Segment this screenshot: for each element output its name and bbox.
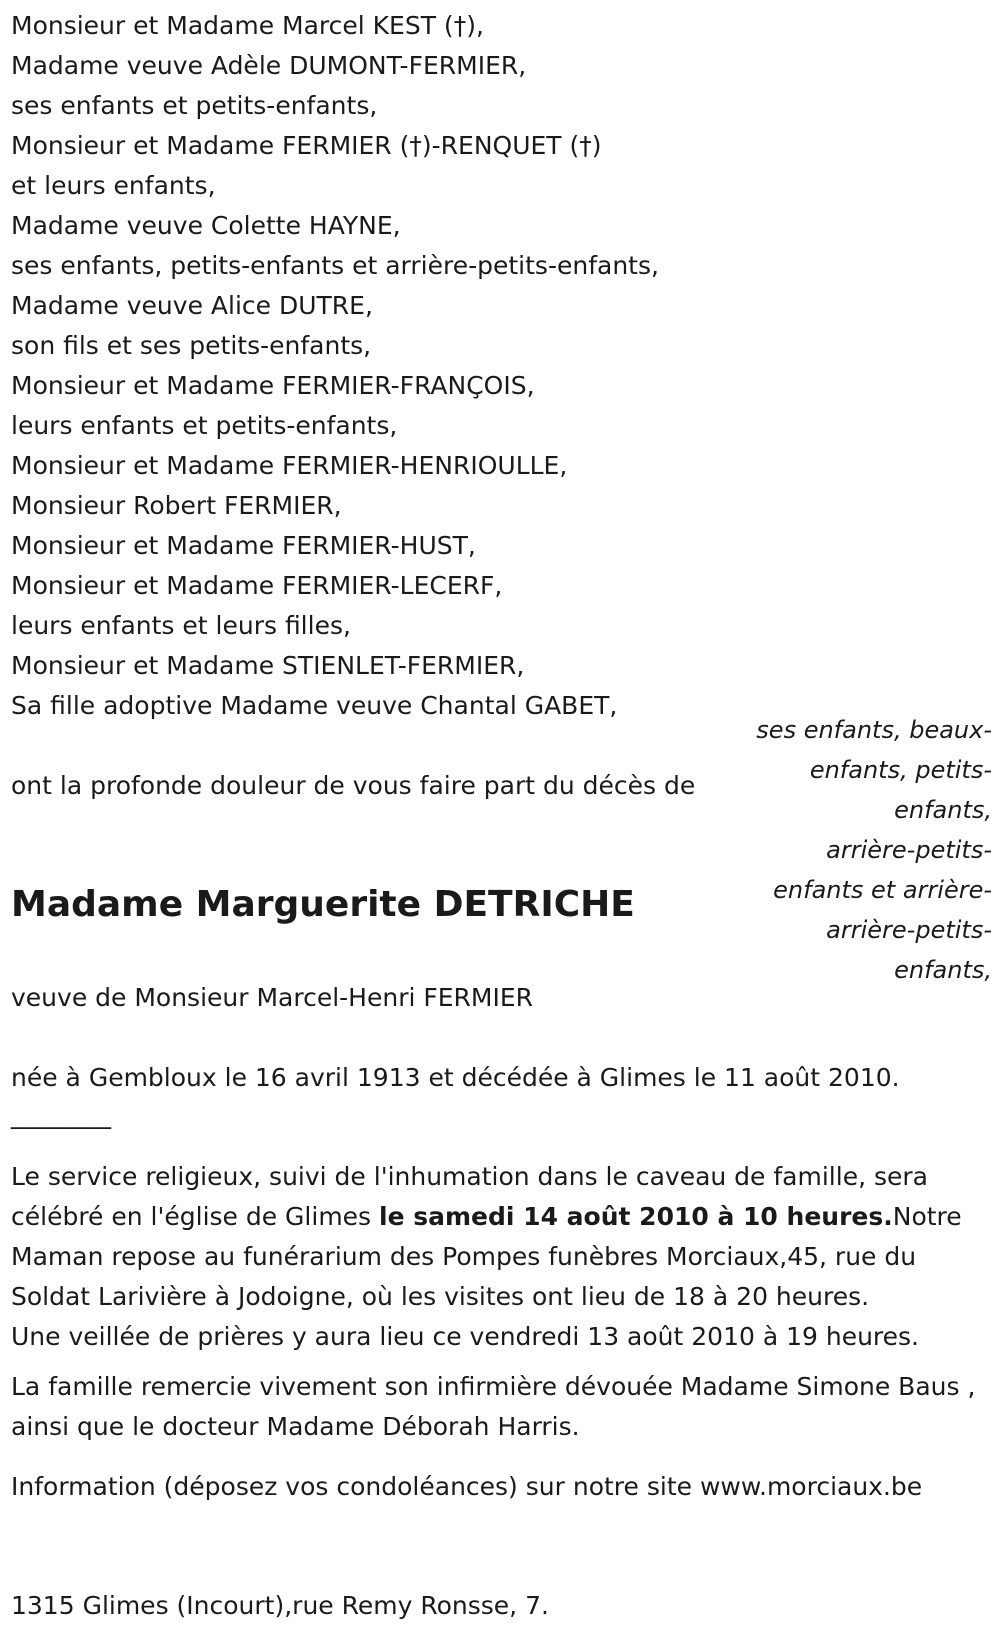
descendants-note-line: arrière-petits-	[826, 836, 992, 864]
family-line: son fils et ses petits-enfants,	[11, 331, 372, 360]
family-line: leurs enfants et petits-enfants,	[11, 411, 398, 440]
family-line: leurs enfants et leurs filles,	[11, 611, 351, 640]
descendants-note-line: enfants et arrière-	[773, 876, 992, 904]
birth-death-text: née à Gembloux le 16 avril 1913 et décédée à Glimes le 11 août 2010.	[11, 1063, 900, 1092]
deceased-name: Madame Marguerite DETRICHE	[11, 884, 635, 925]
family-line: Monsieur et Madame Marcel KEST (†),	[11, 11, 484, 40]
widow-of-text: veuve de Monsieur Marcel-Henri FERMIER	[11, 983, 534, 1012]
family-line: Sa fille adoptive Madame veuve Chantal GABET,	[11, 691, 618, 720]
vigil-paragraph: Une veillée de prières y aura lieu ce vendredi 13 août 2010 à 19 heures.	[11, 1322, 920, 1351]
family-line: Madame veuve Alice DUTRE,	[11, 291, 373, 320]
family-line: Monsieur Robert FERMIER,	[11, 491, 342, 520]
descendants-note-line: arrière-petits-	[826, 916, 992, 944]
family-line: Monsieur et Madame FERMIER-LECERF,	[11, 571, 503, 600]
family-list	[11, 6, 731, 726]
family-line: ses enfants, petits-enfants et arrière-petits-enfants,	[11, 251, 659, 280]
service-text-before: Le service religieux, suivi de l'inhumation dans le caveau de famille, sera célébré en l'église de Glimes	[11, 1162, 928, 1231]
service-date-bold: le samedi 14 août 2010 à 10 heures.	[379, 1202, 893, 1231]
descendants-note-line: enfants, petits-	[809, 756, 992, 784]
thanks-paragraph: La famille remercie vivement son infirmière dévouée Madame Simone Baus , ainsi que le docteur Madame Déborah Harris.	[11, 1372, 976, 1441]
family-line: Monsieur et Madame FERMIER-HENRIOULLE,	[11, 451, 568, 480]
service-text-after: Notre Maman repose au funérarium des Pompes funèbres Morciaux,45, rue du Soldat Larivière à Jodoigne, où les visites ont lieu de 18 à 20 heures.	[11, 1202, 962, 1311]
descendants-note-line: enfants,	[894, 956, 992, 984]
descendants-note-line: ses enfants, beaux-	[756, 716, 992, 744]
descendants-note	[742, 710, 992, 990]
family-line: Madame veuve Adèle DUMONT-FERMIER,	[11, 51, 527, 80]
family-line: Monsieur et Madame STIENLET-FERMIER,	[11, 651, 525, 680]
info-paragraph: Information (déposez vos condoléances) sur notre site www.morciaux.be	[11, 1472, 923, 1501]
address-text: 1315 Glimes (Incourt),rue Remy Ronsse, 7.	[11, 1591, 549, 1620]
family-line: ses enfants et petits-enfants,	[11, 91, 378, 120]
announcement-text: ont la profonde douleur de vous faire part du décès de	[11, 771, 696, 800]
family-line: Madame veuve Colette HAYNE,	[11, 211, 401, 240]
separator-line: ________	[11, 1100, 111, 1129]
descendants-note-line: enfants,	[894, 796, 992, 824]
family-line: Monsieur et Madame FERMIER-FRANÇOIS,	[11, 371, 535, 400]
service-paragraph	[11, 1157, 986, 1317]
family-line: et leurs enfants,	[11, 171, 216, 200]
family-line: Monsieur et Madame FERMIER (†)-RENQUET (†)	[11, 131, 602, 160]
family-line: Monsieur et Madame FERMIER-HUST,	[11, 531, 476, 560]
